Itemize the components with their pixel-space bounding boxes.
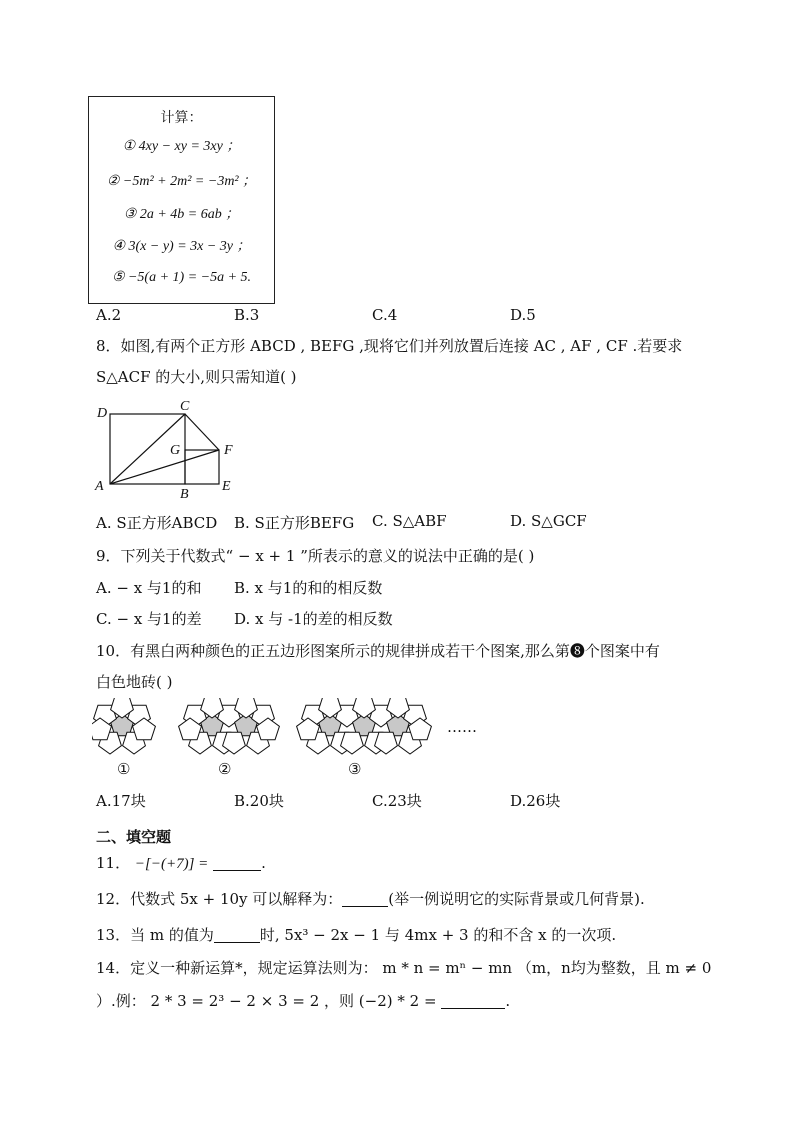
q10-caption-3: ③ (348, 760, 362, 778)
q7-calculation-box (88, 96, 275, 304)
q14-line1: 14．定义一种新运算*，规定运算法则为： m * n = mⁿ − mn （m，n均为整数，且 m ≠ 0 (96, 959, 712, 977)
q8-squares-figure (92, 398, 252, 500)
q7-box-title: 计算： (160, 110, 203, 126)
q10-caption-1: ① (117, 760, 131, 778)
q14-line2-prefix: ）.例： 2 * 3 = 2³ − 2 × 3 = 2 ，则 (−2) * 2 = (96, 992, 437, 1010)
section-heading-fill-in: 二、填空题 (96, 828, 172, 846)
q8-option-b: B. S正方形BEFG (234, 514, 355, 532)
q7-item-5: ⑤ −5(a + 1) = −5a + 5. (111, 270, 252, 285)
q10-option-b: B.20块 (234, 792, 284, 810)
q8-stem-line1: 8．如图,有两个正方形 ABCD , BEFG ,现将它们并列放置后连接 AC , AF , CF .若要求 (96, 337, 683, 355)
q10-option-d: D.26块 (510, 792, 561, 810)
label-a: A (95, 479, 104, 494)
q10-option-a: A.17块 (96, 792, 146, 810)
q7-option-a: A.2 (96, 306, 122, 324)
q13-prefix: 13．当 m 的值为 (96, 926, 214, 944)
q7-option-b: B.3 (234, 306, 260, 324)
q11-prefix: 11． (96, 854, 131, 872)
q8-option-d: D. S△GCF (510, 512, 587, 530)
q12-answer-blank[interactable] (342, 891, 388, 907)
q11-answer-blank[interactable] (213, 855, 261, 871)
q10-option-c: C.23块 (372, 792, 422, 810)
q7-item-4: ④ 3(x − y) = 3x − 3y ； (112, 239, 251, 254)
q9-option-c: C. − x 与1的差 (96, 610, 202, 628)
q8-option-a: A. S正方形ABCD (96, 514, 218, 532)
q12-prefix: 12．代数式 5x + 10y 可以解释为： (96, 890, 343, 908)
label-c: C (180, 399, 190, 414)
q13 (96, 924, 616, 945)
label-f: F (224, 443, 233, 458)
segment-cf (185, 414, 219, 450)
label-b: B (180, 487, 189, 500)
q11 (96, 852, 266, 873)
q8-stem-line2: S△ACF 的大小,则只需知道( ) (96, 368, 297, 386)
q12-suffix: (举一例说明它的实际背景或几何背景). (388, 890, 645, 908)
q7-item-3: ③ 2a + 4b = 6ab ； (123, 207, 240, 222)
q14-answer-blank[interactable] (441, 993, 505, 1009)
q7-option-d: D.5 (510, 306, 536, 324)
label-g: G (170, 443, 181, 458)
q14-line2 (96, 990, 510, 1011)
q10-stem-line1: 10．有黑白两种颜色的正五边形图案所示的规律拼成若干个图案,那么第❽个图案中有 (96, 642, 660, 660)
q9-stem: 9．下列关于代数式“ − x + 1 ”所表示的意义的说法中正确的是( ) (96, 547, 535, 565)
q11-expr: −[−(+7)] = (134, 856, 209, 872)
q13-answer-blank[interactable] (214, 927, 260, 943)
q9-option-d: D. x 与 -1的差的相反数 (234, 610, 393, 628)
q8-option-c: C. S△ABF (372, 512, 447, 530)
q7-item-2: ② −5m² + 2m² = −3m² ； (106, 174, 257, 189)
q10-stem-line2: 白色地砖( ) (96, 673, 173, 691)
q9-option-b: B. x 与1的和的相反数 (234, 579, 383, 597)
label-e: E (222, 479, 231, 494)
segment-af (110, 450, 219, 484)
q9-option-a: A. − x 与1的和 (96, 579, 202, 597)
q11-suffix: . (261, 854, 266, 872)
q10-caption-2: ② (218, 760, 232, 778)
q7-item-1: ① 4xy − xy = 3xy ； (122, 139, 241, 154)
q14-line2-suffix: . (505, 992, 511, 1010)
q7-option-c: C.4 (372, 306, 398, 324)
q13-suffix: 时, 5x³ − 2x − 1 与 4mx + 3 的和不含 x 的一次项. (259, 926, 617, 944)
label-d: D (97, 406, 108, 421)
q10-ellipsis: …… (447, 718, 477, 736)
q12 (96, 888, 645, 909)
